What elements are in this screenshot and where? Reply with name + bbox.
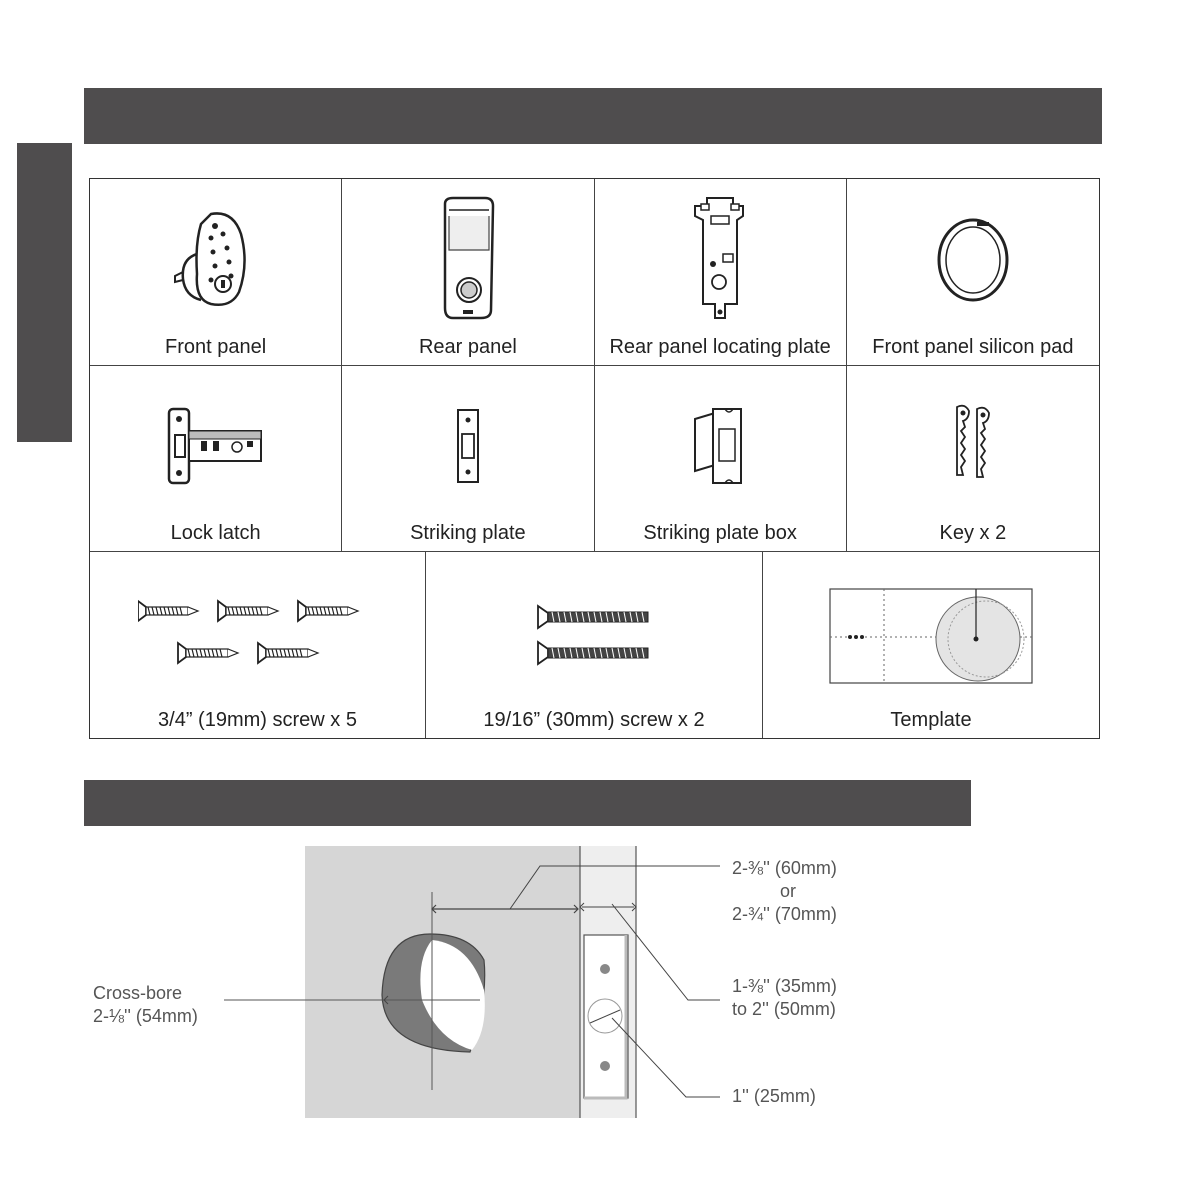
part-label: Rear panel locating plate [609,336,831,358]
part-label: 19/16” (30mm) screw x 2 [483,709,705,731]
lock-latch-icon [161,401,271,491]
section-header-bar-accessories [84,88,1102,144]
parts-grid [89,178,1100,739]
rear-panel-icon [433,194,503,324]
parts-row [90,366,1099,552]
part-label: Striking plate [410,522,526,544]
part-cell-key [847,366,1099,551]
backset-line-2: 2-¾'' (70mm) [732,904,837,924]
part-cell-striking-plate [342,366,594,551]
door-thickness-line-1: 1-⅜'' (35mm) [732,976,837,996]
part-label: Striking plate box [643,522,797,544]
door-thickness-dimension [732,975,837,1021]
long-screw-icon [534,602,654,672]
part-cell-front-panel-silicon-pad [847,179,1099,365]
door-thickness-line-2: to 2'' (50mm) [732,999,836,1019]
silicon-pad-icon [933,214,1013,304]
parts-row [90,552,1099,738]
part-label: 3/4” (19mm) screw x 5 [158,709,357,731]
part-cell-striking-plate-box [595,366,847,551]
cross-bore-line-2: 2-⅛'' (54mm) [93,1006,198,1026]
part-cell-lock-latch [90,366,342,551]
striking-plate-icon [448,406,488,486]
locating-plate-icon [685,194,755,324]
part-label: Template [890,709,972,731]
part-cell-rear-panel-locating-plate [595,179,847,365]
edge-bore-dimension: 1'' (25mm) [732,1086,816,1106]
backset-or: or [780,881,797,901]
template-icon [828,587,1034,687]
backset-line-1: 2-⅜'' (60mm) [732,858,837,878]
part-cell-screw-19mm [90,552,426,738]
section-header-bar-installation [84,780,971,826]
front-panel-icon [171,204,261,314]
cross-bore-dimension [93,982,198,1028]
part-cell-screw-30mm [426,552,763,738]
cross-bore-line-1: Cross-bore [93,983,183,1003]
part-label: Front panel silicon pad [872,336,1074,358]
part-cell-rear-panel [342,179,594,365]
part-cell-front-panel [90,179,342,365]
section-side-tab [17,143,72,442]
part-label: Lock latch [170,522,261,544]
door-preparation-diagram [0,840,1191,1140]
part-cell-template [763,552,1099,738]
part-label: Rear panel [418,336,517,358]
parts-row [90,179,1099,366]
part-label: Front panel [165,336,267,358]
short-screw-icon [138,597,378,677]
backset-dimension [732,857,852,926]
part-label: Key x 2 [939,522,1007,544]
striking-plate-box-icon [685,401,755,491]
key-icon [943,401,1003,491]
